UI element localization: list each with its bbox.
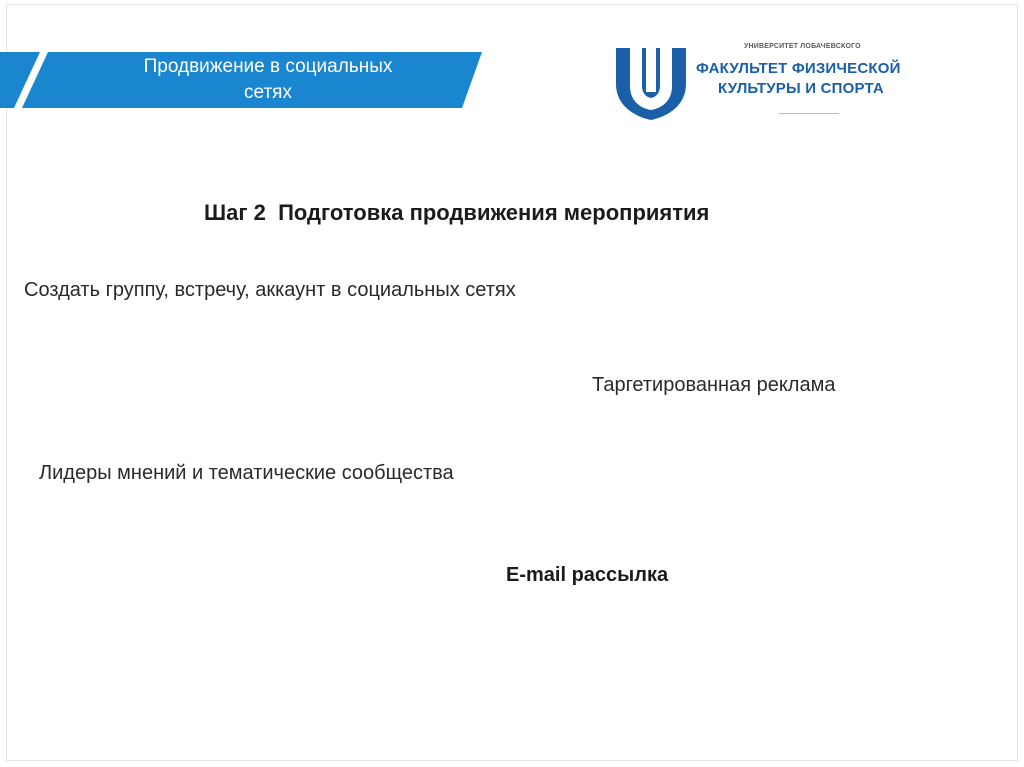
logo-faculty-line1: ФАКУЛЬТЕТ ФИЗИЧЕСКОЙ [696,60,901,77]
item-email-newsletter: E-mail рассылка [506,564,669,586]
banner-title [68,54,468,106]
item-targeted-ads: Таргетированная реклама [592,374,836,396]
logo-university-text: УНИВЕРСИТЕТ ЛОБАЧЕВСКОГО [744,43,861,50]
banner-title-line1: Продвижение в социальных [143,56,393,77]
title-banner [0,52,482,108]
item-opinion-leaders: Лидеры мнений и тематические сообщества [39,462,454,484]
banner-title-line2: сетях [244,82,292,103]
logo-faculty-line2: КУЛЬТУРЫ И СПОРТА [718,80,884,97]
logo-divider [779,113,839,114]
step-heading: Шаг 2 Подготовка продвижения мероприятия [204,200,710,225]
item-create-group: Создать группу, встречу, аккаунт в социальных сетях [24,279,516,301]
